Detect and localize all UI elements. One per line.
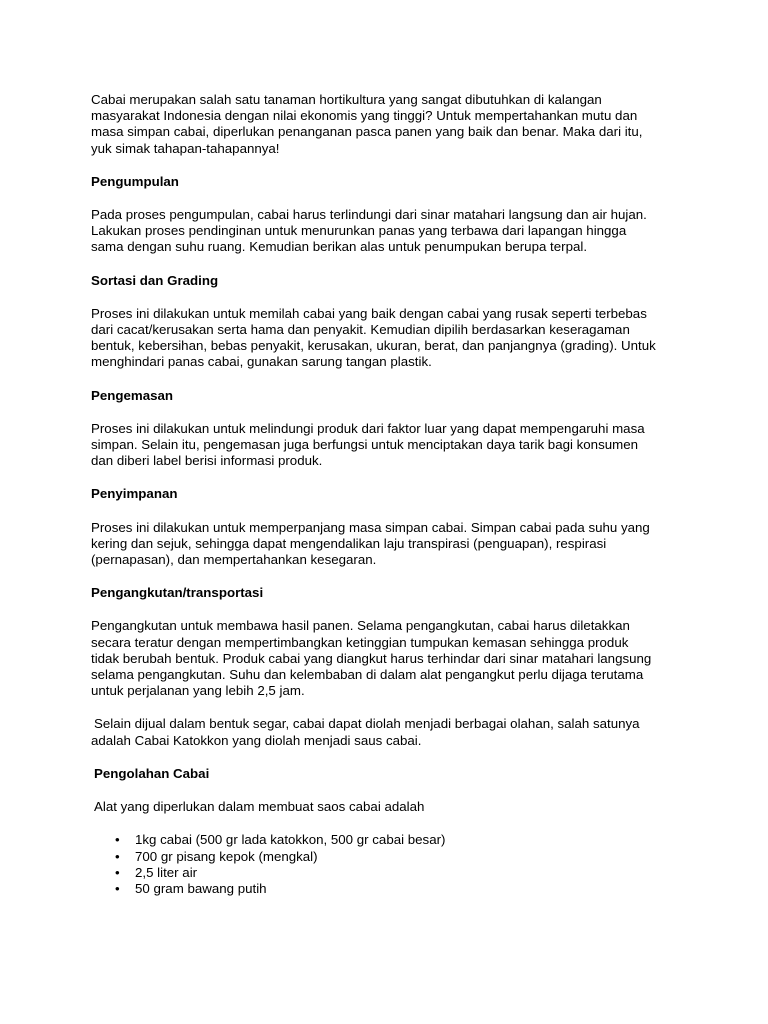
bullet-icon: • — [115, 864, 120, 880]
text-line: bentuk, kebersihan, bebas penyakit, kerusakan, ukuran, berat, dan panjangnya (grading). Untuk — [91, 338, 656, 354]
text-line: tidak berubah bentuk. Produk cabai yang diangkut harus terhindar dari sinar matahari langsung — [91, 650, 652, 666]
ingredient-list — [91, 832, 691, 897]
text-line: untuk perjalanan yang lebih 2,5 jam. — [91, 683, 305, 699]
text-line: Proses ini dilakukan untuk memperpanjang masa simpan cabai. Simpan cabai pada suhu yang — [91, 519, 650, 535]
section-heading-pengumpulan: Pengumpulan — [91, 173, 179, 189]
text-line: dan diberi label berisi informasi produk. — [91, 453, 323, 469]
list-item-text: 1kg cabai (500 gr lada katokkon, 500 gr cabai besar) — [135, 832, 446, 848]
list-item — [91, 881, 691, 897]
bullet-icon: • — [115, 880, 120, 896]
processing-intro — [91, 799, 691, 815]
text-line: dari cacat/kerusakan serta hama dan penyakit. Kemudian dipilih berdasarkan keseragaman — [91, 322, 630, 338]
list-item-text: 700 gr pisang kepok (mengkal) — [135, 848, 318, 864]
list-item-text: 2,5 liter air — [135, 864, 198, 880]
text-line: simpan. Selain itu, pengemasan juga berfungsi untuk menciptakan daya tarik bagi konsumen — [91, 437, 638, 453]
text-line: Selain dijual dalam bentuk segar, cabai dapat diolah menjadi berbagai olahan, salah satunya — [94, 716, 640, 732]
text-line: secara teratur dengan mempertimbangkan ketinggian tumpukan kemasan sehingga produk — [91, 634, 629, 650]
section-paragraph-penyimpanan — [91, 520, 691, 569]
section-heading-pengemasan: Pengemasan — [91, 387, 174, 403]
text-line: Pengangkutan untuk membawa hasil panen. Selama pengangkutan, cabai harus diletakkan — [91, 618, 630, 634]
bullet-icon: • — [115, 848, 120, 864]
section-paragraph-pengumpulan — [91, 207, 691, 256]
text-line: Proses ini dilakukan untuk melindungi produk dari faktor luar yang dapat mempengaruhi masa — [91, 420, 645, 436]
section-paragraph-sortasi — [91, 306, 691, 371]
section-heading-penyimpanan: Penyimpanan — [91, 486, 178, 502]
text-line: sama dengan suhu ruang. Kemudian berikan alas untuk penumpukan berupa terpal. — [91, 239, 588, 255]
list-item-text: 50 gram bawang putih — [135, 880, 267, 896]
list-item — [91, 849, 691, 865]
section-heading-pengangkutan: Pengangkutan/transportasi — [91, 585, 264, 601]
text-line: (pernapasan), dan mempertahankan kesegaran. — [91, 552, 377, 568]
text-line: masyarakat Indonesia dengan nilai ekonomis yang tinggi? Untuk mempertahankan mutu dan — [91, 108, 638, 124]
text-line: Pada proses pengumpulan, cabai harus terlindungi dari sinar matahari langsung dan air hujan. — [91, 207, 647, 223]
text-line: adalah Cabai Katokkon yang diolah menjadi saus cabai. — [91, 732, 422, 748]
bullet-icon: • — [115, 832, 120, 848]
text-line: Cabai merupakan salah satu tanaman hortikultura yang sangat dibutuhkan di kalangan — [91, 92, 602, 107]
text-line: Alat yang diperlukan dalam membuat saos cabai adalah — [94, 799, 425, 815]
section-heading-pengolahan: Pengolahan Cabai — [94, 765, 210, 781]
text-line: kering dan sejuk, sehingga dapat mengendalikan laju transpirasi (penguapan), respirasi — [91, 535, 607, 551]
text-line: selama pengangkutan. Suhu dan kelembaban di dalam alat pengangkut perlu dijaga terutama — [91, 667, 644, 683]
list-item — [91, 865, 691, 881]
text-line: masa simpan cabai, diperlukan penanganan pasca panen yang baik dan benar. Maka dari itu, — [91, 124, 643, 140]
section-paragraph-pengangkutan — [91, 618, 691, 699]
intro-paragraph — [91, 92, 691, 157]
document-page — [91, 92, 691, 897]
text-line: yuk simak tahapan-tahapannya! — [91, 140, 280, 156]
list-item — [91, 832, 691, 848]
section-paragraph-pengemasan — [91, 421, 691, 470]
text-line: Proses ini dilakukan untuk memilah cabai yang baik dengan cabai yang rusak seperti terbebas — [91, 305, 647, 321]
closing-paragraph — [91, 716, 691, 748]
text-line: menghindari panas cabai, gunakan sarung tangan plastik. — [91, 354, 432, 370]
section-heading-sortasi: Sortasi dan Grading — [91, 272, 219, 288]
text-line: Lakukan proses pendinginan untuk menurunkan panas yang terbawa dari lapangan hingga — [91, 223, 627, 239]
